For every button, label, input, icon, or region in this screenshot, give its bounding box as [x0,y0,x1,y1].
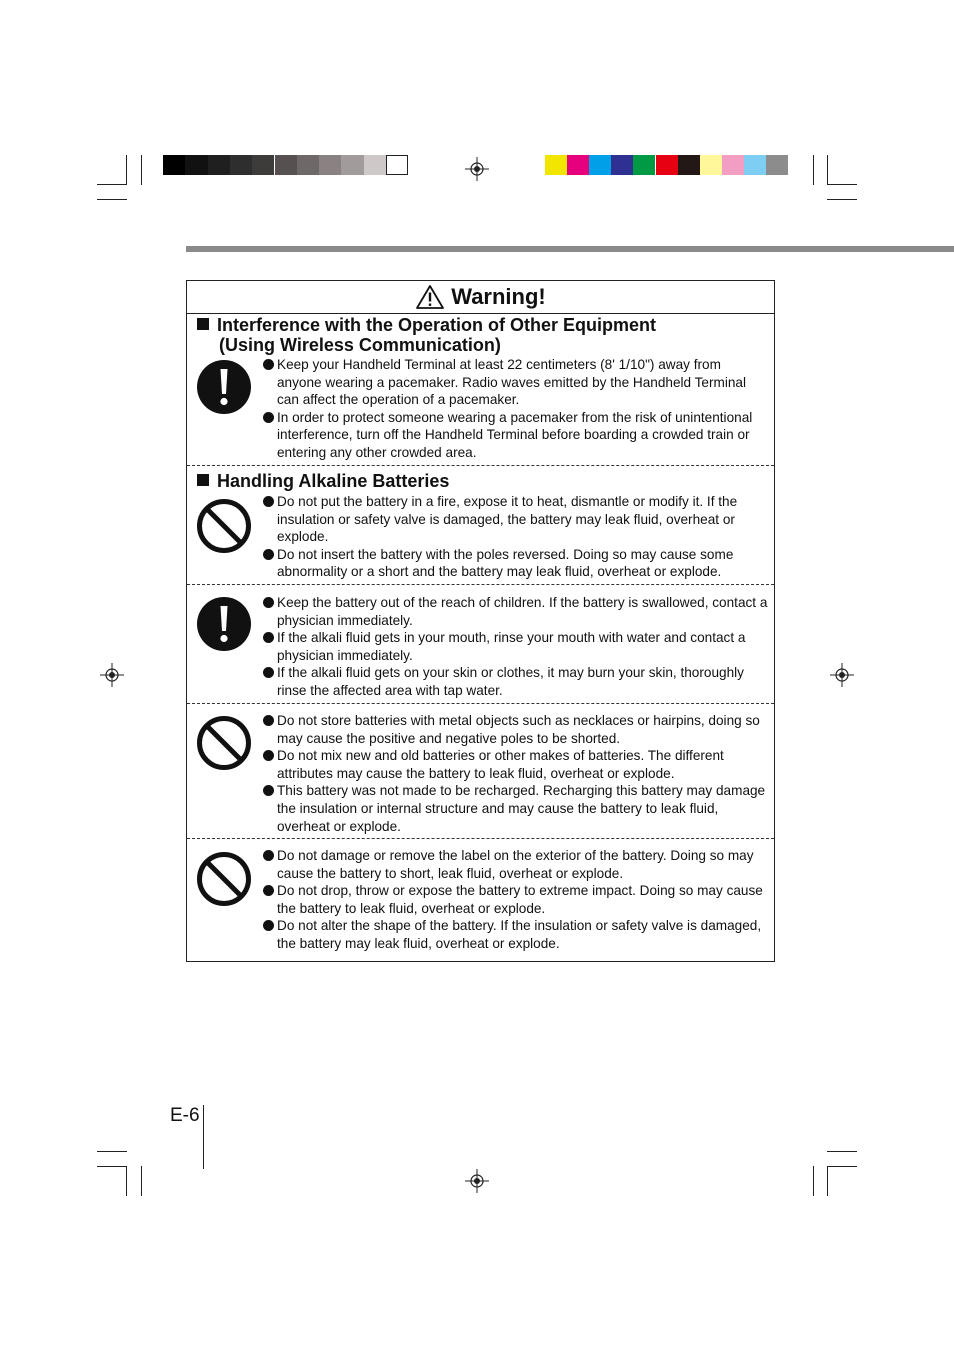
bullet-list [263,493,769,581]
list-item: Keep your Handheld Terminal at least 22 centimeters (8' 1/10") away from anyone wearing a pacemaker. Radio waves emitted by the Handheld Terminal can affect the operation of a pacemaker. [263,356,769,409]
list-item: Do not put the battery in a fire, expose it to heat, dismantle or modify it. If the insulation or safety valve is damaged, the battery may leak fluid, overheat or explode. [263,493,769,546]
color-swatch [275,155,297,175]
color-swatch [185,155,207,175]
prohibited-icon [196,715,252,771]
color-swatch [297,155,319,175]
header-rule [186,246,954,252]
bullet-list [263,594,769,700]
crop-mark [827,199,857,200]
list-item: Do not drop, throw or expose the battery to extreme impact. Doing so may cause the battery to leak fluid, overheat or explode. [263,882,769,917]
prohibited-icon [196,498,252,554]
color-swatch [567,155,589,175]
registration-mark-icon [830,663,854,687]
list-item: Do not mix new and old batteries or other makes of batteries. The different attributes may cause the battery to leak fluid, overheat or explode. [263,747,769,782]
color-swatch [700,155,722,175]
list-item: This battery was not made to be recharged. Recharging this battery may damage the insulation or internal structure and may cause the battery to leak fluid, overheat or explode. [263,782,769,835]
crop-mark [126,1166,127,1196]
color-swatch [589,155,611,175]
list-item: In order to protect someone wearing a pacemaker from the risk of unintentional interference, turn off the Handheld Terminal before boarding a crowded train or entering any other crowded area. [263,409,769,462]
warning-title: Warning! [451,284,546,309]
color-swatch [722,155,744,175]
list-item: If the alkali fluid gets in your mouth, rinse your mouth with water and contact a physician immediately. [263,629,769,664]
list-item: Do not store batteries with metal objects such as necklaces or hairpins, doing so may cause the positive and negative poles to be shorted. [263,712,769,747]
crop-mark [141,155,142,185]
bullet-list [263,712,769,835]
color-swatch [656,155,678,175]
mandatory-exclamation-icon [196,359,252,415]
crop-mark [827,1166,857,1167]
color-swatch [208,155,230,175]
crop-mark [97,1166,127,1167]
warning-section [187,467,774,584]
divider [187,838,774,839]
registration-mark-icon [100,663,124,687]
crop-mark [813,1166,814,1196]
prohibited-icon [196,851,252,907]
color-swatch [341,155,363,175]
square-bullet-icon [197,474,209,486]
divider [187,465,774,466]
crop-mark [97,199,127,200]
list-item: Do not alter the shape of the battery. If the insulation or safety valve is damaged, the battery may leak fluid, overheat or explode. [263,917,769,952]
warning-section [187,840,774,960]
warning-header [187,281,774,314]
color-swatch [744,155,766,175]
list-item: If the alkali fluid gets on your skin or clothes, it may burn your skin, thoroughly rinse the affected area with tap water. [263,664,769,699]
square-bullet-icon [197,318,209,330]
bullet-list [263,847,769,953]
crop-mark [126,155,127,185]
margin-rule [203,1105,204,1169]
color-swatch [319,155,341,175]
section-heading: Interference with the Operation of Other Equipment (Using Wireless Communication) [197,315,656,355]
color-swatch [386,155,408,175]
list-item: Do not damage or remove the label on the exterior of the battery. Doing so may cause the battery to short, leak fluid, overheat or explode. [263,847,769,882]
divider [187,584,774,585]
color-swatch [633,155,655,175]
crop-mark [827,1151,857,1152]
list-item: Keep the battery out of the reach of children. If the battery is swallowed, contact a physician immediately. [263,594,769,629]
warning-box [186,280,775,962]
crop-mark [827,184,857,185]
crop-mark [813,155,814,185]
color-swatch [252,155,274,175]
color-swatch [163,155,185,175]
warning-section [187,314,774,465]
registration-mark-icon [465,157,489,181]
warning-triangle-icon [415,284,445,310]
crop-mark [827,155,828,185]
crop-mark [97,1151,127,1152]
mandatory-exclamation-icon [196,596,252,652]
color-swatch [364,155,386,175]
list-item: Do not insert the battery with the poles reversed. Doing so may cause some abnormality or a short and the battery may leak fluid, overheat or explode. [263,546,769,581]
page-number: E-6 [170,1105,200,1126]
color-swatch [678,155,700,175]
divider [187,703,774,704]
crop-mark [827,1166,828,1196]
registration-mark-icon [465,1169,489,1193]
bullet-list [263,356,769,462]
color-swatch [230,155,252,175]
crop-mark [97,184,127,185]
color-swatch [545,155,567,175]
crop-mark [141,1166,142,1196]
warning-section [187,705,774,838]
color-swatch [766,155,788,175]
warning-section [187,586,774,703]
section-heading: Handling Alkaline Batteries [197,471,449,491]
color-swatch [611,155,633,175]
